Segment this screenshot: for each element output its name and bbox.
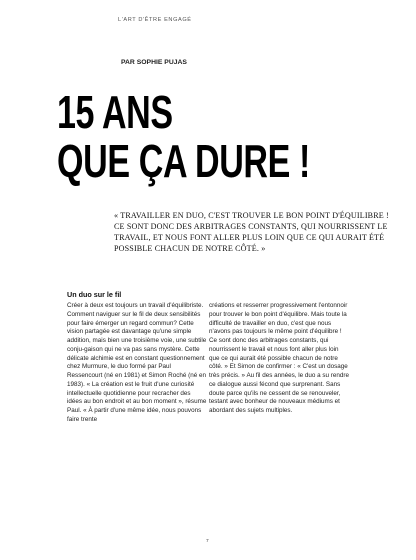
body-column-left: Créer à deux est toujours un travail d'équilibriste. Comment naviguer sur le fil de deux sensibilités pour faire émerger un regard commun? Cette vision partagée est davantage qu'une simple addition, mais bien une troisième voie, une subtile conju-gaison qui ne va pas sans mystère. Cette délicate alchimie est en constant questionnement chez Murmure, le duo formé par Paul Ressencourt (né en 1981) et Simon Roché (né en 1983). « La création est le fruit d'une curiosité intellectuelle quotidienne pour recracher des idées au bon endroit et au bon moment », résume Paul. « À partir d'une même idée, nous pouvons faire trente xyxy=(67,302,207,423)
title-line-1: 15 ANS xyxy=(57,86,173,138)
section-subhead: Un duo sur le fil xyxy=(67,290,122,299)
running-head: L'ART D'ÊTRE ENGAGÉ xyxy=(118,17,192,23)
byline: PAR SOPHIE PUJAS xyxy=(121,59,187,66)
title-line-2: QUE ÇA DURE ! xyxy=(57,135,311,187)
body-column-right: créations et resserrer progressivement l'entonnoir pour trouver le bon point d'équilibre. Mais toute la difficulté de travailler en duo, c'est que nous n'avons pas toujours le même point d'équilibre ! Ce sont donc des arbitrages constants, qui nourrissent le travail et nous font aller plus loin que ce qui aurait été possible chacun de notre côté. » Et Simon de confirmer : « C'est un dosage très précis. » Au fil des années, le duo a su rendre ce dialogue aussi fécond que surprenant. Sans doute parce qu'ils ne cessent de se renouveler, testant avec bonheur de nouveaux médiums et abordant des sujets multiples. xyxy=(209,302,350,414)
pull-quote: « TRAVAILLER EN DUO, C'EST TROUVER LE BON POINT D'ÉQUILIBRE ! CE SONT DONC DES ARBITRAGES CONSTANTS, QUI NOURRISSENT LE TRAVAIL, ET NOUS FONT ALLER PLUS LOIN QUE CE QUI AURAIT ÉTÉ POSSIBLE CHACUN DE NOTRE CÔTÉ. » xyxy=(114,211,389,254)
article-title xyxy=(57,88,310,186)
page-number: 7 xyxy=(206,539,209,544)
